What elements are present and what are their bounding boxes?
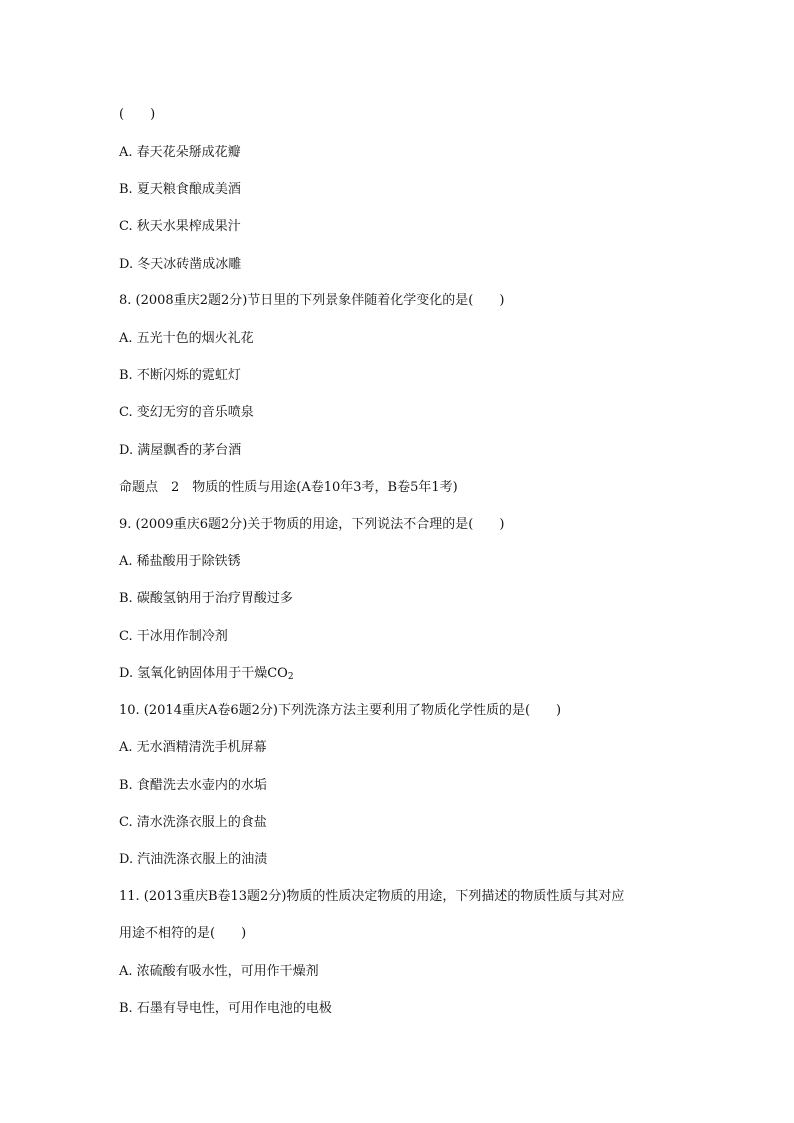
- option-c-q10: [119, 814, 267, 832]
- line-text: 10. (2014重庆A卷6题2分)下列洗涤方法主要利用了物质化学性质的是( ): [119, 703, 562, 718]
- line-text: A. 稀盐酸用于除铁锈: [119, 554, 241, 569]
- option-c-q7: [119, 218, 241, 236]
- line-text: B. 食醋洗去水壶内的水垢: [119, 778, 267, 793]
- option-d-q7: [119, 256, 241, 274]
- option-d-q10: [119, 851, 267, 869]
- option-c-q8: [119, 404, 254, 422]
- line-text: B. 碳酸氢钠用于治疗胃酸过多: [119, 591, 293, 606]
- option-d-q9: [119, 665, 294, 683]
- subscript: 2: [287, 672, 294, 682]
- option-a-q10: [119, 739, 267, 757]
- line-text: D. 氢氧化钠固体用于干燥CO: [119, 666, 288, 681]
- line-text: C. 变幻无穷的音乐喷泉: [119, 405, 254, 420]
- option-a-q11: [119, 963, 319, 981]
- question-9: [119, 516, 504, 534]
- option-a-q8: [119, 330, 254, 348]
- line-text: C. 秋天水果榨成果汁: [119, 219, 241, 234]
- section-heading: [119, 479, 458, 497]
- line-text: C. 干冰用作制冷剂: [119, 629, 228, 644]
- option-b-q7: [119, 181, 241, 199]
- line-text: B. 石墨有导电性，可用作电池的电极: [119, 1001, 332, 1016]
- line-text: ( ): [119, 107, 156, 122]
- question-8: [119, 292, 504, 310]
- option-d-q8: [119, 442, 241, 460]
- line-text: B. 不断闪烁的霓虹灯: [119, 368, 241, 383]
- option-b-q9: [119, 590, 293, 608]
- line-text: B. 夏天粮食酿成美酒: [119, 182, 241, 197]
- line-text: A. 浓硫酸有吸水性，可用作干燥剂: [119, 964, 319, 979]
- option-a-q7: [119, 144, 241, 162]
- option-b-q11: [119, 1000, 332, 1018]
- line-text: D. 冬天冰砖凿成冰雕: [119, 257, 242, 272]
- line-text: D. 满屋飘香的茅台酒: [119, 443, 242, 458]
- option-b-q8: [119, 367, 241, 385]
- line-text: 9. (2009重庆6题2分)关于物质的用途，下列说法不合理的是( ): [119, 517, 505, 532]
- line-text: 命题点 2 物质的性质与用途(A卷10年3考，B卷5年1考): [119, 480, 458, 495]
- question-10: [119, 702, 561, 720]
- option-c-q9: [119, 628, 228, 646]
- line-text: 11. (2013重庆B卷13题2分)物质的性质决定物质的用途，下列描述的物质性质与其对应: [119, 889, 625, 904]
- option-b-q10: [119, 777, 267, 795]
- question-11-continued: [119, 925, 246, 943]
- answer-blank-line: [119, 106, 155, 124]
- line-text: A. 春天花朵掰成花瓣: [119, 145, 241, 160]
- question-11: [119, 888, 624, 906]
- line-text: 8. (2008重庆2题2分)节日里的下列景象伴随着化学变化的是( ): [119, 293, 505, 308]
- line-text: C. 清水洗涤衣服上的食盐: [119, 815, 267, 830]
- option-a-q9: [119, 553, 241, 571]
- line-text: A. 五光十色的烟火礼花: [119, 331, 254, 346]
- line-text: D. 汽油洗涤衣服上的油渍: [119, 852, 268, 867]
- line-text: 用途不相符的是( ): [119, 926, 247, 941]
- line-text: A. 无水酒精清洗手机屏幕: [119, 740, 267, 755]
